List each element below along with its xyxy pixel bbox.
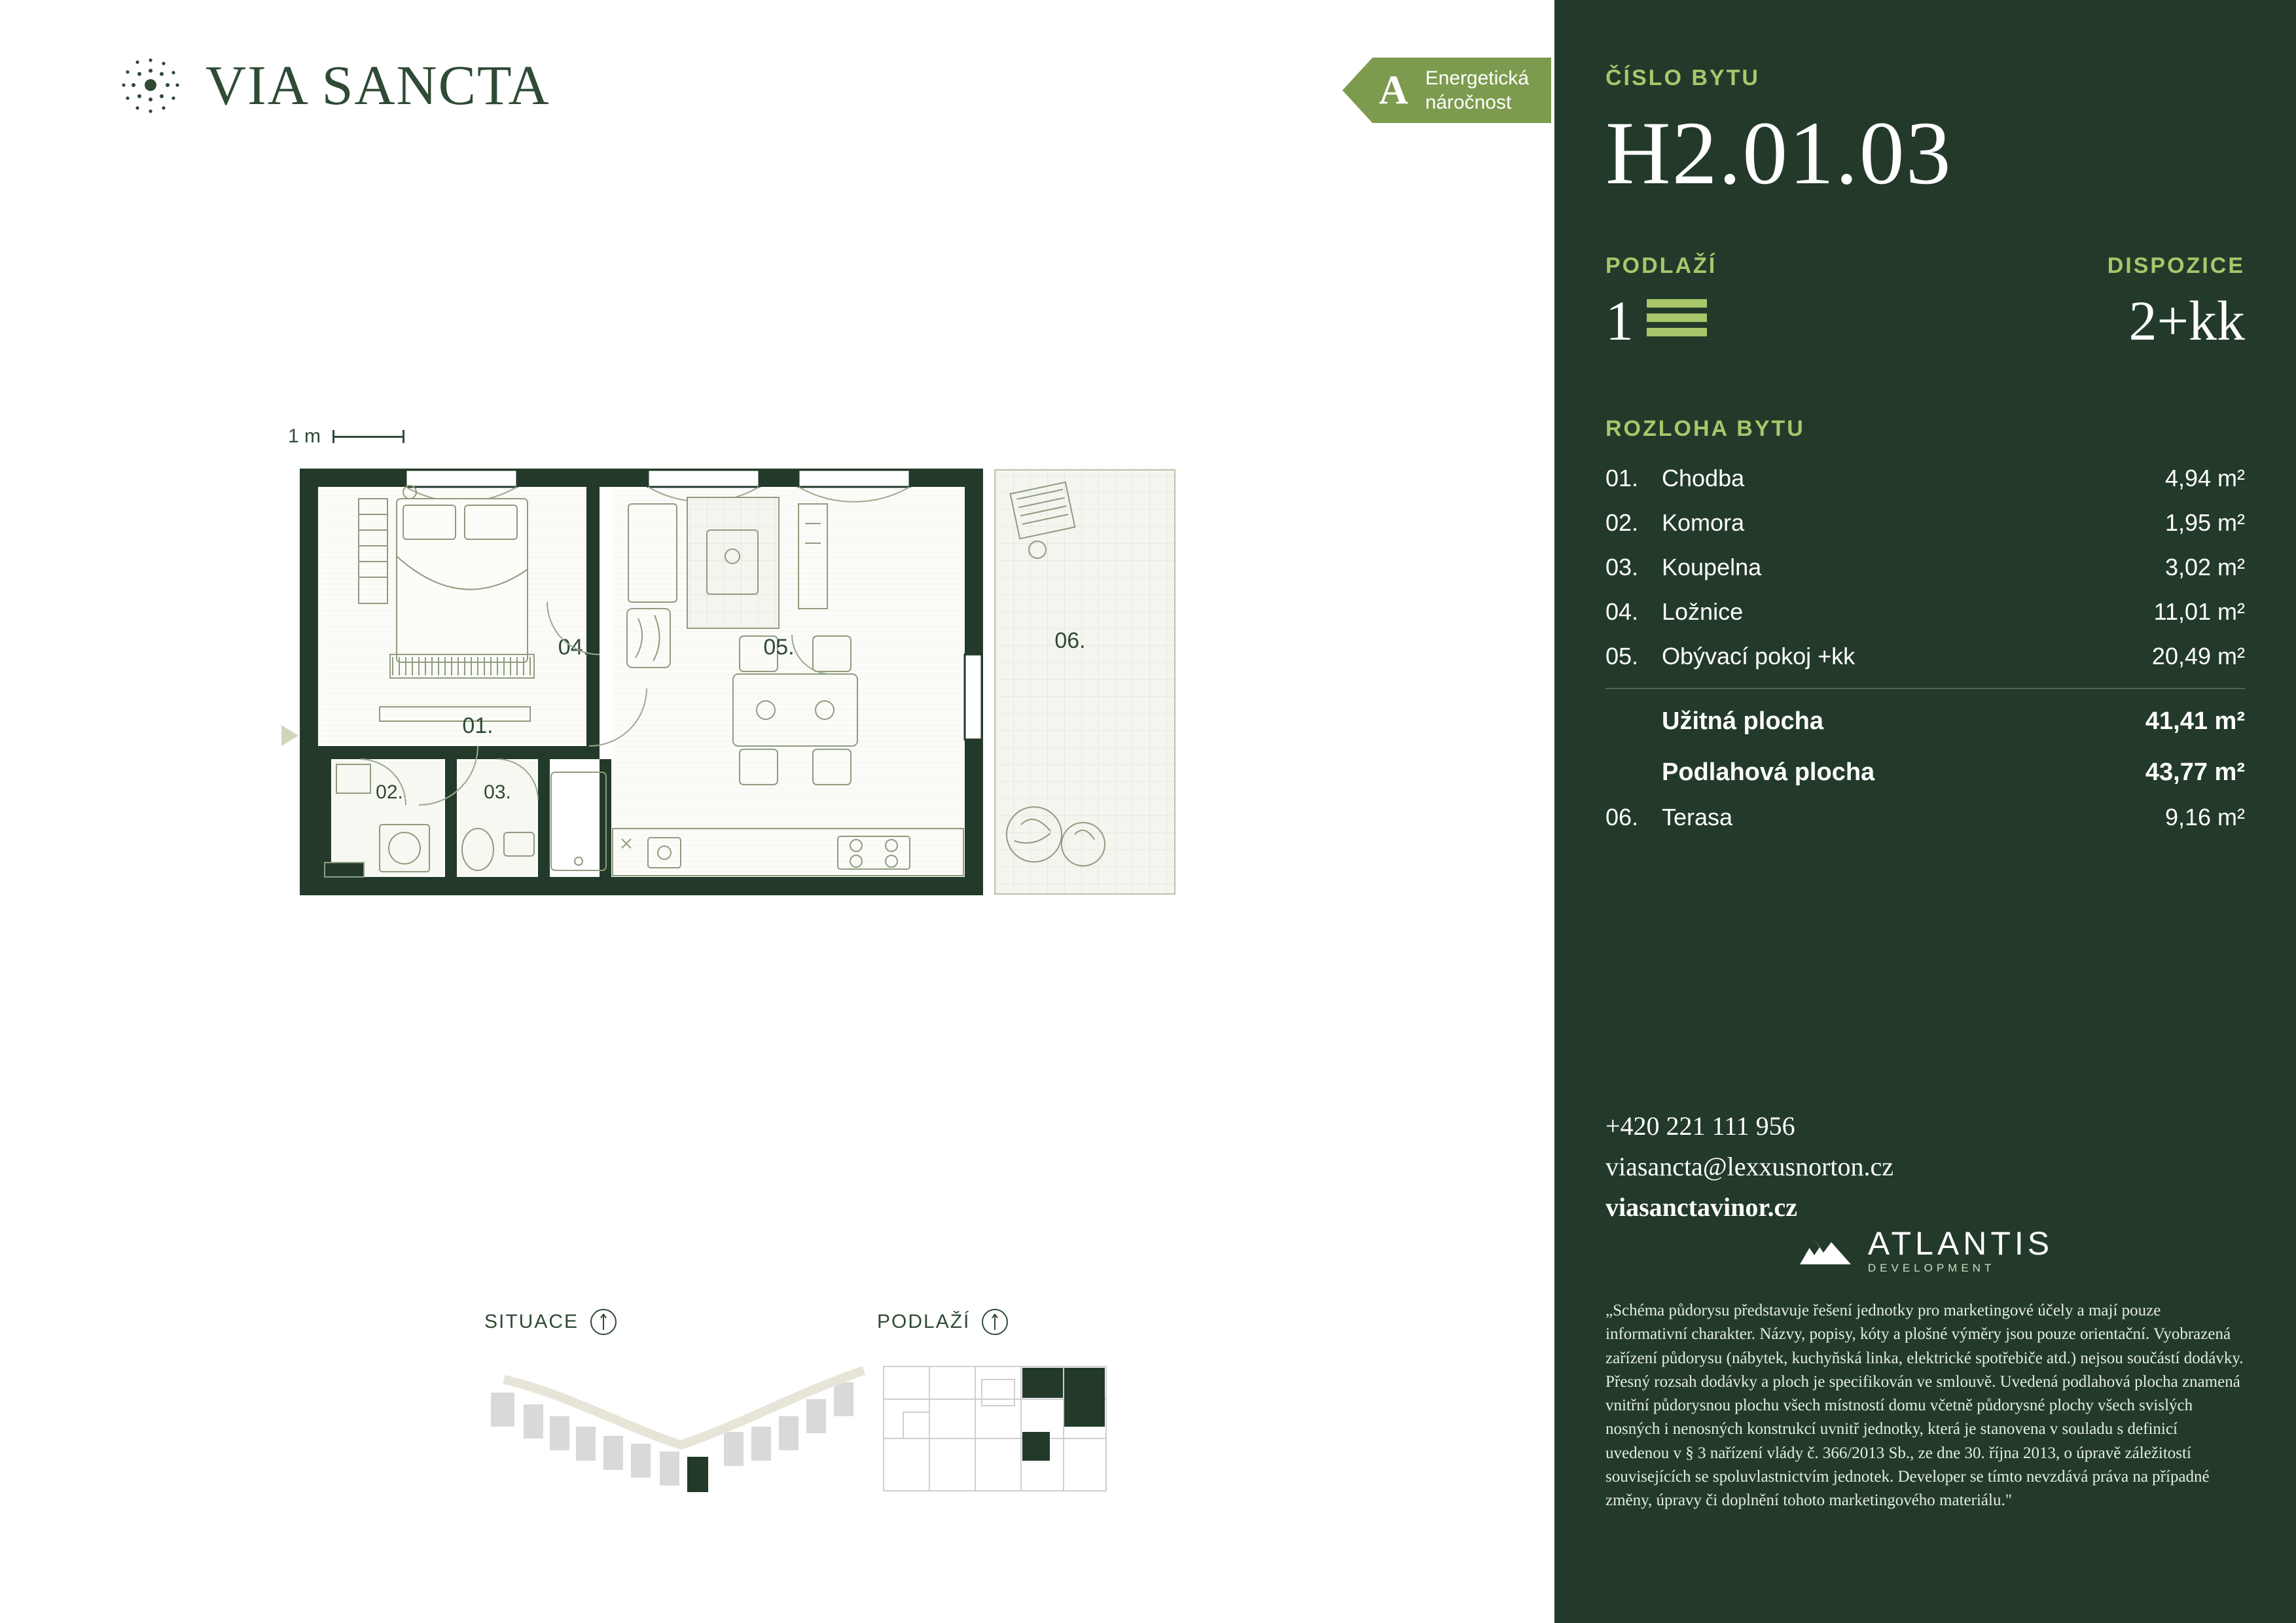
svg-text:02.: 02. (376, 781, 403, 803)
room-index: 01. (1605, 465, 1639, 491)
floor-levels-icon (1647, 299, 1707, 342)
concentric-dots-logo-icon (117, 51, 185, 119)
room-area: 3,02 m² (2164, 554, 2245, 580)
room-index: 02. (1605, 509, 1639, 536)
table-row (1605, 456, 2245, 501)
room-area: 1,95 m² (2164, 509, 2245, 536)
floor-layout-row (1605, 253, 2245, 353)
floor-block (1605, 253, 1717, 353)
table-row (1605, 744, 2245, 795)
table-row (1605, 795, 2245, 840)
energy-label-line2: náročnost (1425, 92, 1512, 113)
room-name: Koupelna (1662, 554, 1762, 580)
room-area: 4,94 m² (2164, 465, 2245, 491)
mountain-logo-icon (1797, 1230, 1854, 1270)
brand-logo (117, 51, 550, 119)
room-name: Ložnice (1662, 598, 1744, 625)
svg-text:04.: 04. (558, 635, 589, 660)
svg-text:01.: 01. (462, 713, 493, 738)
unit-number: H2.01.03 (1605, 103, 1952, 203)
situace-label: SITUACE (484, 1311, 579, 1332)
legal-disclaimer: „Schéma půdorysu představuje řešení jednotky pro marketingové účely a mají pouze informativní charakter. Názvy, popisy, kóty a plošné výměry jsou pouze orientační. Vyobrazená zařízení půdorysu (nábytek, kuchyňská linka, elektrické spotřebiče atd.) nejsou součástí dodávky. Přesný rozsah dodávky a ploch je specifikován ve smlouvě. Uvedená podlahová plocha znamená vnitřní půdorysnou plochu všech místností domu včetně půdorysné plochy všech svislých nosných i nenosných konstrukcí uvnitř jednotky, která je stanovena v souladu s definicí uvedenou v § 3 nařízení vlády č. 366/2013 Sb., ze dne 30. října 2013, o úpravě záležitostí souvisejících se spoluvlastnictvím jednotek. Developer se tímto nevzdává práva na případné změny, úpravy či doplnění tohoto marketingového materiálu." (1605, 1302, 2244, 1509)
table-row (1605, 693, 2245, 744)
layout-block (2108, 253, 2245, 353)
table-row (1605, 545, 2245, 590)
floor-value-row (1605, 288, 1717, 353)
room-area: 11,01 m² (2153, 598, 2245, 625)
info-panel (1554, 0, 2296, 1623)
terrace-name: Terasa (1662, 804, 1733, 830)
podlazi-mini-label: PODLAŽÍ (877, 1311, 971, 1332)
total-area: 41,41 m² (2145, 707, 2245, 735)
layout-label: DISPOZICE (2107, 253, 2245, 278)
contact-web[interactable]: viasanctavinor.cz (1605, 1192, 1797, 1222)
room-name: Chodba (1662, 465, 1745, 491)
table-row (1605, 590, 2245, 634)
mini-maps (288, 1309, 1270, 1584)
terrace-index: 06. (1605, 804, 1639, 830)
scale-label: 1 m (288, 425, 321, 447)
areas-title: ROZLOHA BYTU (1605, 416, 1805, 441)
contact-email[interactable]: viasancta@lexxusnorton.cz (1605, 1152, 1894, 1181)
contact-block (1605, 1106, 1893, 1228)
energy-arrow-icon (1342, 58, 1372, 123)
situace-block (484, 1309, 890, 1507)
svg-text:05.: 05. (763, 635, 795, 660)
compass-icon-situace (590, 1309, 617, 1335)
developer-logo (1605, 1227, 2245, 1274)
room-name: Obývací pokoj +kk (1662, 643, 1856, 669)
areas-table (1605, 456, 2245, 840)
compass-icon-podlazi (982, 1309, 1008, 1335)
divider-row (1605, 679, 2245, 693)
table-row (1605, 634, 2245, 679)
room-area: 20,49 m² (2151, 643, 2245, 669)
energy-badge (1342, 58, 1551, 123)
scale-bar (288, 425, 404, 448)
divider (1605, 688, 2245, 689)
svg-text:06.: 06. (1054, 628, 1086, 653)
room-index: 05. (1605, 643, 1639, 669)
developer-name: ATLANTIS (1867, 1225, 2054, 1262)
layout-value: 2+kk (2128, 289, 2245, 352)
entrance-arrow-icon (281, 725, 298, 746)
total-name: Užitná plocha (1662, 707, 1824, 735)
total-name: Podlahová plocha (1662, 758, 1875, 786)
energy-label-line1: Energetická (1425, 67, 1529, 89)
unit-kicker: ČÍSLO BYTU (1605, 65, 1760, 90)
room-index: 03. (1605, 554, 1639, 580)
brand-name: VIA SANCTA (206, 54, 550, 116)
terrace-area: 9,16 m² (2164, 804, 2245, 830)
floor-plan-drawing (281, 458, 1309, 1014)
podlazi-block (877, 1309, 1126, 1507)
svg-text:03.: 03. (484, 781, 511, 803)
total-area: 43,77 m² (2145, 758, 2245, 786)
room-name: Komora (1662, 509, 1745, 536)
floor-label: PODLAŽÍ (1605, 253, 1717, 278)
floor-value: 1 (1605, 289, 1634, 352)
table-row (1605, 501, 2245, 545)
energy-class-label (1426, 66, 1529, 115)
contact-phone[interactable]: +420 221 111 956 (1605, 1111, 1795, 1141)
energy-class-letter: A (1378, 68, 1408, 113)
room-index: 04. (1605, 598, 1639, 625)
developer-subtitle: DEVELOPMENT (1867, 1262, 1996, 1274)
scale-line-icon (332, 430, 404, 443)
